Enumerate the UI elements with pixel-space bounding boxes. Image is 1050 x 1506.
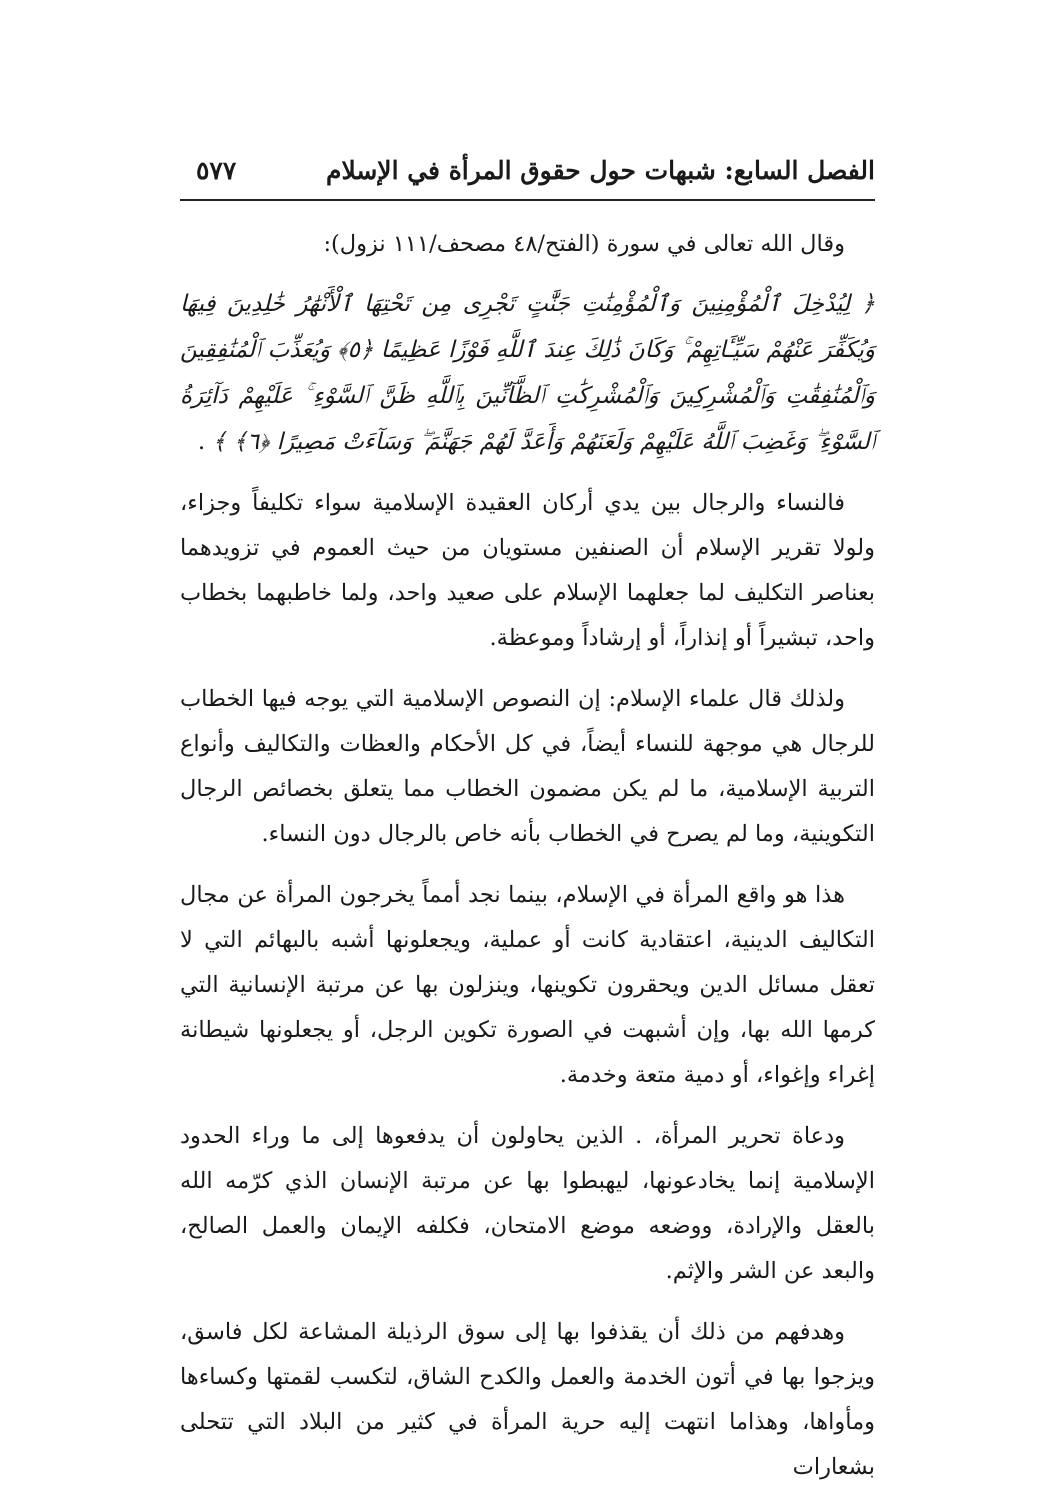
page-number: ٥٧٧ — [196, 156, 237, 185]
paragraph: وهدفهم من ذلك أن يقذفوا بها إلى سوق الرذيلة المشاعة لكل فاسق، ويزجوا بها في أتون الخدمة والعمل والكدح الشاق، لتكسب لقمتها وكساءها ومأواها، وهذاما انتهت إليه حرية المرأة في كثير من البلاد التي تتحلى بشعارات — [180, 1319, 875, 1480]
quran-verse-block — [180, 281, 875, 465]
verse-intro: وقال الله تعالى في سورة (الفتح/٤٨ مصحف/١١١ نزول): — [323, 231, 845, 257]
paragraph: ودعاة تحرير المرأة، . الذين يحاولون أن يدفعوها إلى ما وراء الحدود الإسلامية إنما يخادعونها، ليهبطوا بها عن مرتبة الإنسان الذي كرّمه الله بالعقل والإرادة، ووضعه موضع الامتحان، فكلفه الإيمان والعمل الصالح، والبعد عن الشر والإثم. — [180, 1123, 875, 1284]
paragraph: هذا هو واقع المرأة في الإسلام، بينما نجد أمماً يخرجون المرأة عن مجال التكاليف الدينية، اعتقادية كانت أو عملية، ويجعلونها أشبه بالبهائم التي لا تعقل مسائل الدين ويحقرون تكوينها، وينزلون بها عن مرتبة الإنسانية التي كرمها الله بها، وإن أشبهت في الصورة تكوين الرجل، أو يجعلونها شيطانة إغراء وإغواء، أو دمية متعة وخدمة. — [180, 882, 875, 1088]
chapter-title: الفصل السابع: شبهات حول حقوق المرأة في الإسلام — [325, 156, 875, 185]
quran-verse-text: ﴿ لِيُدْخِلَ ٱلْمُؤْمِنِينَ وَٱلْمُؤْمِنَٰتِ جَنَّٰتٍ تَجْرِى مِن تَحْتِهَا ٱلْأَنْهَٰرُ خَٰلِدِينَ فِيهَا وَيُكَفِّرَ عَنْهُمْ سَيِّـَٔاتِهِمْ ۚ وَكَانَ ذَٰلِكَ عِندَ ٱللَّهِ فَوْزًا عَظِيمًا ﴿٥﴾ وَيُعَذِّبَ ٱلْمُنَٰفِقِينَ وَٱلْمُنَٰفِقَٰتِ وَٱلْمُشْرِكِينَ وَٱلْمُشْرِكَٰتِ ٱلظَّآنِّينَ بِٱللَّهِ ظَنَّ ٱلسَّوْءِ ۚ عَلَيْهِمْ دَآئِرَةُ ٱلسَّوْءِ ۖ وَغَضِبَ ٱللَّهُ عَلَيْهِمْ وَلَعَنَهُمْ وَأَعَدَّ لَهُمْ جَهَنَّمَ ۖ وَسَآءَتْ مَصِيرًا ﴿٦﴾ ﴾ — [180, 291, 875, 455]
header-divider — [180, 199, 875, 201]
running-header — [180, 156, 875, 198]
page-body — [180, 222, 875, 1506]
quran-verse-tail: . — [197, 429, 206, 455]
paragraph: فالنساء والرجال بين يدي أركان العقيدة الإسلامية سواء تكليفاً وجزاء، ولولا تقرير الإسلام أن الصنفين مستويان من حيث العموم في تزويدهما بعناصر التكليف لما جعلهما الإسلام على صعيد واحد، ولما خاطبهما بخطاب واحد، تبشيراً أو إنذاراً، أو إرشاداً وموعظة. — [180, 490, 875, 651]
paragraph: ولذلك قال علماء الإسلام: إن النصوص الإسلامية التي يوجه فيها الخطاب للرجال هي موجهة للنساء أيضاً، في كل الأحكام والعظات والتكاليف وأنواع التربية الإسلامية، ما لم يكن مضمون الخطاب مما يتعلق بخصائص الرجال التكوينية، وما لم يصرح في الخطاب بأنه خاص بالرجال دون النساء. — [180, 686, 875, 847]
